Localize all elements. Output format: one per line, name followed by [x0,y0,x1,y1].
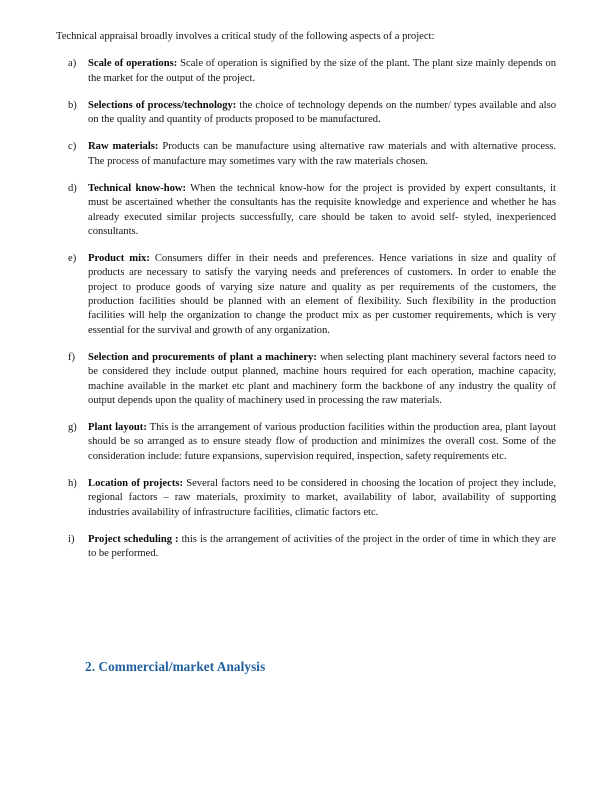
list-item-term: Selection and procurements of plant a machinery: [88,351,317,363]
list-item-term: Project scheduling : [88,533,179,545]
list-item [56,252,556,338]
list-item-text: this is the arrangement of activities of the project in the order of time in which they are to be performed. [88,533,556,560]
list-marker: a) [68,58,77,70]
intro-paragraph: Technical appraisal broadly involves a critical study of the following aspects of a project: [56,31,435,42]
list-item-text: the choice of technology depends on the number/ types available and also on the quality and quantity of products proposed to be manufactured. [88,99,556,126]
list-item-term: Selections of process/technology: [88,99,237,111]
list-marker: g) [68,422,77,434]
list-marker: b) [68,99,77,111]
list-marker: i) [68,533,75,545]
list-item-term: Location of projects: [88,478,184,490]
list-item-text: When the technical know-how for the project is provided by expert consultants, it must be ascertained whether the consultants has the requisite knowledge and experience and whether he has already executed similar projects successfully, care should be taken to avoid self- styled, inexperienced consultants. [88,182,556,237]
list-item [56,99,556,128]
list-item-text: when selecting plant machinery several factors need to be considered they include output planned, machine hours required for each operation, machine capacity, machine available in the market etc plant and machinery form the backbone of any industry the quality of output depends upon the quality of machinery used in processing the raw materials. [88,351,556,406]
document-body [56,30,556,562]
list-item [56,351,556,408]
list-item [56,140,556,169]
section-heading: 2. Commercial/market Analysis [85,659,266,674]
list-item-text: This is the arrangement of various production facilities within the production area, plant layout should be so arranged as to ensure steady flow of production and minimizes the overall cost. Some of the consideration include: future expansions, supervision required, inspection, safety requirements etc. [88,422,557,462]
list-item-term: Product mix: [88,253,150,265]
list-item [56,533,556,562]
list-marker: f) [68,351,76,363]
list-item-text: Consumers differ in their needs and preferences. Hence variations in size and quality of products are necessary to satisfy the varying needs and preferences of customers. In order to enable the project to produce goods of varying size nature and quality as per requirements of the customers, the production facilities should be planned with an element of flexibility. Such flexibility in the production facilities will help the organization to change the product mix as per customer requirements, which is very essential for the survival and growth of any organization. [88,253,556,336]
list-item-term: Raw materials: [88,141,159,153]
list-item [56,57,556,86]
list-item [56,182,556,239]
list-item-term: Plant layout: [88,422,147,434]
list-item [56,421,556,464]
aspects-list [56,57,556,561]
list-marker: c) [68,141,77,153]
list-item-term: Scale of operations: [88,58,178,70]
list-item-text: Scale of operation is signified by the size of the plant. The plant size mainly depends on the market for the output of the project. [88,58,557,84]
list-marker: h) [68,478,77,490]
list-item [56,477,556,520]
list-item-text: Several factors need to be considered in choosing the location of project they include, regional factors – raw materials, proximity to market, availability of labor, availability of supporting industries availability of infrastructure facilities, climatic factors etc. [88,478,557,518]
list-item-term: Technical know-how: [88,182,187,194]
list-marker: e) [68,253,77,265]
list-item-text: Products can be manufacture using alternative raw materials and with alternative process. The process of manufacture may sometimes vary with the raw materials chosen. [88,141,556,167]
list-marker: d) [68,182,77,194]
